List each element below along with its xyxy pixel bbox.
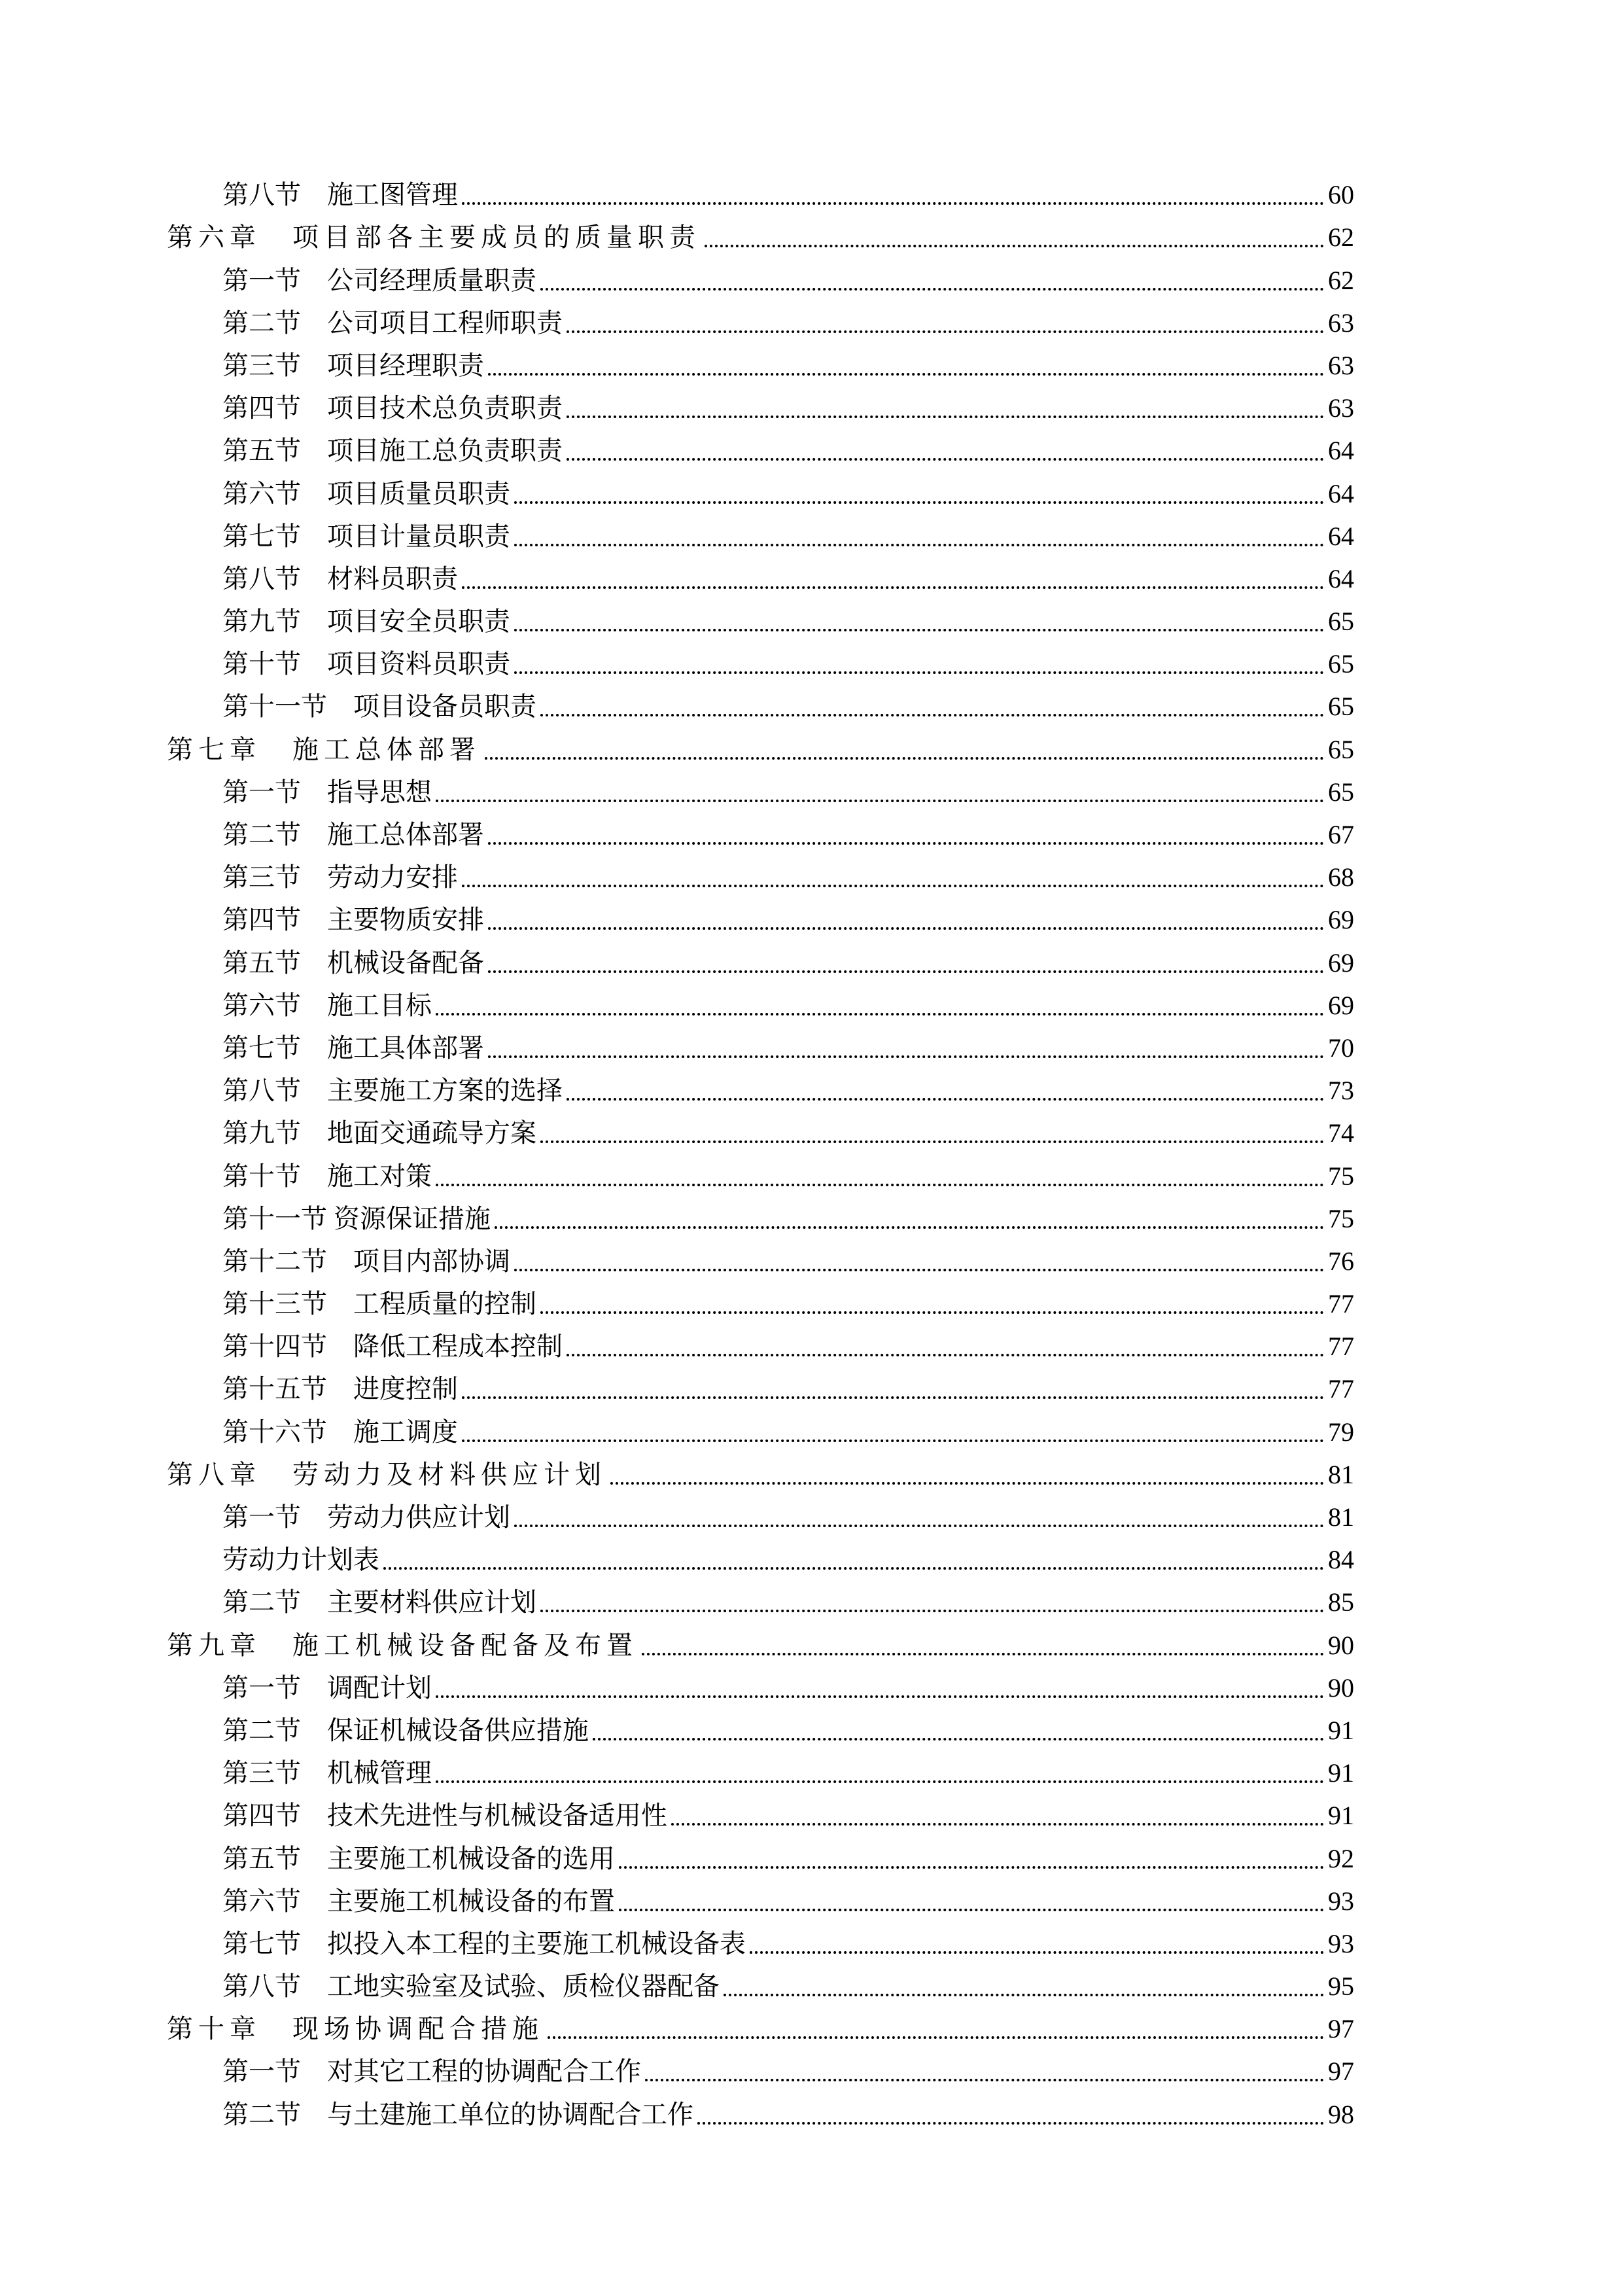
toc-entry-title: 第八节 工地实验室及试验、质检仪器配备 <box>222 1971 720 2002</box>
toc-page-number: 74 <box>1328 1118 1354 1148</box>
toc-page-number: 91 <box>1328 1715 1354 1745</box>
dot-leader <box>642 1653 1324 1655</box>
toc-chapter-entry[interactable] <box>167 1449 1354 1491</box>
dot-leader <box>540 1311 1324 1314</box>
toc-entry-title: 第三节 劳动力安排 <box>222 862 458 892</box>
dot-leader <box>462 1396 1324 1399</box>
dot-leader <box>436 800 1324 802</box>
dot-leader <box>514 1525 1324 1527</box>
toc-section-entry[interactable] <box>167 1918 1354 1960</box>
toc-entry-title: 第二节 公司项目工程师职责 <box>222 308 563 338</box>
dot-leader <box>488 842 1324 845</box>
toc-section-entry[interactable] <box>167 425 1354 467</box>
toc-entry-title: 第二节 主要材料供应计划 <box>222 1587 536 1617</box>
toc-section-entry[interactable] <box>167 1107 1354 1150</box>
toc-page-number: 62 <box>1328 222 1354 253</box>
toc-section-entry[interactable] <box>167 510 1354 553</box>
toc-page-number: 77 <box>1328 1289 1354 1319</box>
toc-entry-title: 第五节 项目施工总负责职责 <box>222 436 563 466</box>
toc-chapter-entry[interactable] <box>167 1619 1354 1661</box>
toc-section-entry[interactable] <box>167 1576 1354 1619</box>
toc-section-entry[interactable] <box>167 1065 1354 1107</box>
dot-leader <box>436 1695 1324 1698</box>
toc-entry-title: 第五节 机械设备配备 <box>222 947 484 978</box>
toc-entry-title: 第一节 指导思想 <box>222 777 432 807</box>
dot-leader <box>488 1055 1324 1058</box>
toc-entry-title: 第十六节 施工调度 <box>222 1417 458 1447</box>
toc-entry-title: 第一节 调配计划 <box>222 1672 432 1703</box>
dot-leader <box>514 544 1324 546</box>
toc-page-number: 93 <box>1328 1928 1354 1958</box>
toc-page-number: 98 <box>1328 2099 1354 2129</box>
toc-section-entry[interactable] <box>167 1960 1354 2003</box>
toc-section-entry[interactable] <box>167 1832 1354 1875</box>
toc-entry-title: 第十章 现场协调配合措施 <box>167 2014 544 2044</box>
toc-page-number: 79 <box>1328 1417 1354 1447</box>
toc-entry-title: 第八节 材料员职责 <box>222 563 458 593</box>
dot-leader <box>540 1610 1324 1612</box>
toc-section-entry[interactable] <box>167 2045 1354 2088</box>
toc-page-number: 73 <box>1328 1076 1354 1106</box>
toc-entry-title: 第六章 项目部各主要成员的质量职责 <box>167 222 701 253</box>
dot-leader <box>436 1780 1324 1783</box>
toc-page-number: 95 <box>1328 1971 1354 2002</box>
toc-section-entry[interactable] <box>167 766 1354 809</box>
toc-section-entry[interactable] <box>167 1405 1354 1448</box>
dot-leader <box>540 288 1324 291</box>
toc-entry-title: 第六节 主要施工机械设备的布置 <box>222 1886 615 1916</box>
dot-leader <box>671 1823 1324 1826</box>
toc-page-number: 77 <box>1328 1374 1354 1404</box>
toc-page-number: 93 <box>1328 1886 1354 1916</box>
toc-page-number: 85 <box>1328 1587 1354 1617</box>
toc-section-entry[interactable] <box>167 1662 1354 1704</box>
toc-entry-title: 劳动力计划表 <box>222 1545 379 1575</box>
toc-entry-title: 第九节 地面交通疏导方案 <box>222 1118 536 1148</box>
toc-section-entry[interactable] <box>167 467 1354 510</box>
toc-section-entry[interactable] <box>167 1235 1354 1278</box>
toc-page-number: 77 <box>1328 1332 1354 1362</box>
toc-section-entry[interactable] <box>167 1747 1354 1790</box>
toc-entry-title: 第十五节 进度控制 <box>222 1374 458 1404</box>
toc-page-number: 75 <box>1328 1161 1354 1191</box>
toc-chapter-entry[interactable] <box>167 2003 1354 2045</box>
dot-leader <box>750 1951 1324 1954</box>
dot-leader <box>495 1226 1324 1229</box>
toc-section-entry[interactable] <box>167 1704 1354 1747</box>
dot-leader <box>567 1354 1324 1356</box>
toc-entry-title: 第一节 对其它工程的协调配合工作 <box>222 2057 641 2087</box>
toc-page-number: 65 <box>1328 777 1354 807</box>
toc-page-number: 64 <box>1328 521 1354 551</box>
dot-leader <box>724 1994 1324 1996</box>
toc-entry-title: 第七章 施工总体部署 <box>167 734 481 764</box>
toc-page-number: 67 <box>1328 820 1354 849</box>
toc-entry-title: 第十四节 降低工程成本控制 <box>222 1332 563 1362</box>
toc-page-number: 64 <box>1328 563 1354 593</box>
dot-leader <box>514 629 1324 631</box>
toc-page-number: 64 <box>1328 436 1354 466</box>
toc-section-entry[interactable] <box>167 1534 1354 1576</box>
toc-chapter-entry[interactable] <box>167 211 1354 254</box>
toc-section-entry[interactable] <box>167 1491 1354 1534</box>
toc-entry-title: 第九节 项目安全员职责 <box>222 607 510 637</box>
toc-page-number: 81 <box>1328 1502 1354 1532</box>
dot-leader <box>548 2036 1324 2039</box>
toc-entry-title: 第二节 保证机械设备供应措施 <box>222 1715 589 1745</box>
dot-leader <box>540 714 1324 716</box>
toc-entry-title: 第三节 项目经理职责 <box>222 350 484 380</box>
toc-page-number: 69 <box>1328 905 1354 935</box>
dot-leader <box>619 1866 1324 1869</box>
dot-leader <box>619 1909 1324 1911</box>
toc-section-entry[interactable] <box>167 340 1354 382</box>
toc-entry-title: 第六节 施工目标 <box>222 990 432 1020</box>
dot-leader <box>436 1013 1324 1016</box>
toc-entry-title: 第四节 技术先进性与机械设备适用性 <box>222 1801 667 1831</box>
toc-entry-title: 第十二节 项目内部协调 <box>222 1246 510 1276</box>
dot-leader <box>462 1439 1324 1442</box>
toc-page-number: 91 <box>1328 1758 1354 1788</box>
dot-leader <box>567 330 1324 333</box>
toc-section-entry[interactable] <box>167 936 1354 979</box>
table-of-contents <box>167 169 1354 2131</box>
toc-page-number: 90 <box>1328 1672 1354 1703</box>
toc-page-number: 81 <box>1328 1459 1354 1489</box>
toc-section-entry[interactable] <box>167 169 1354 211</box>
dot-leader <box>610 1482 1324 1485</box>
toc-entry-title: 第一节 公司经理质量职责 <box>222 265 536 295</box>
toc-section-entry[interactable] <box>167 638 1354 680</box>
dot-leader <box>645 2079 1324 2081</box>
toc-page-number: 70 <box>1328 1033 1354 1063</box>
toc-entry-title: 第十节 施工对策 <box>222 1161 432 1191</box>
toc-entry-title: 第七节 拟投入本工程的主要施工机械设备表 <box>222 1928 746 1958</box>
toc-page-number: 62 <box>1328 265 1354 295</box>
toc-page-number: 76 <box>1328 1246 1354 1276</box>
dot-leader <box>462 202 1324 205</box>
toc-page-number: 68 <box>1328 862 1354 892</box>
toc-entry-title: 第四节 项目技术总负责职责 <box>222 393 563 423</box>
toc-section-entry[interactable] <box>167 553 1354 595</box>
toc-entry-title: 第十一节 资源保证措施 <box>222 1203 491 1233</box>
toc-section-entry[interactable] <box>167 809 1354 851</box>
toc-section-entry[interactable] <box>167 1278 1354 1320</box>
toc-section-entry[interactable] <box>167 297 1354 340</box>
toc-entry-title: 第九章 施工机械设备配备及布置 <box>167 1630 638 1660</box>
toc-entry-title: 第七节 项目计量员职责 <box>222 521 510 551</box>
dot-leader <box>540 1140 1324 1143</box>
toc-section-entry[interactable] <box>167 1363 1354 1405</box>
dot-leader <box>514 501 1324 504</box>
dot-leader <box>485 757 1324 760</box>
toc-page-number: 65 <box>1328 649 1354 679</box>
toc-entry-title: 第八节 施工图管理 <box>222 180 458 210</box>
dot-leader <box>514 1269 1324 1271</box>
toc-section-entry[interactable] <box>167 1193 1354 1235</box>
toc-entry-title: 第三节 机械管理 <box>222 1758 432 1788</box>
toc-section-entry[interactable] <box>167 382 1354 425</box>
toc-entry-title: 第十三节 工程质量的控制 <box>222 1289 536 1319</box>
toc-section-entry[interactable] <box>167 254 1354 296</box>
dot-leader <box>462 885 1324 887</box>
toc-page-number: 65 <box>1328 692 1354 722</box>
toc-page-number: 75 <box>1328 1203 1354 1233</box>
toc-chapter-entry[interactable] <box>167 723 1354 766</box>
toc-entry-title: 第八节 主要施工方案的选择 <box>222 1076 563 1106</box>
toc-page-number: 63 <box>1328 393 1354 423</box>
toc-section-entry[interactable] <box>167 680 1354 723</box>
dot-leader <box>462 586 1324 589</box>
dot-leader <box>488 373 1324 376</box>
toc-page-number: 97 <box>1328 2057 1354 2087</box>
toc-page-number: 65 <box>1328 734 1354 764</box>
toc-entry-title: 第十节 项目资料员职责 <box>222 649 510 679</box>
toc-entry-title: 第七节 施工具体部署 <box>222 1033 484 1063</box>
toc-entry-title: 第十一节 项目设备员职责 <box>222 692 536 722</box>
toc-entry-title: 第六节 项目质量员职责 <box>222 478 510 508</box>
toc-section-entry[interactable] <box>167 1022 1354 1065</box>
dot-leader <box>436 1184 1324 1186</box>
toc-page-number: 63 <box>1328 308 1354 338</box>
toc-section-entry[interactable] <box>167 980 1354 1022</box>
toc-section-entry[interactable] <box>167 1150 1354 1192</box>
toc-entry-title: 第一节 劳动力供应计划 <box>222 1502 510 1532</box>
toc-section-entry[interactable] <box>167 894 1354 936</box>
toc-page-number: 65 <box>1328 607 1354 637</box>
toc-page-number: 84 <box>1328 1545 1354 1575</box>
dot-leader <box>567 458 1324 461</box>
toc-entry-title: 第二节 施工总体部署 <box>222 820 484 849</box>
dot-leader <box>514 671 1324 674</box>
toc-section-entry[interactable] <box>167 851 1354 894</box>
toc-page-number: 63 <box>1328 350 1354 380</box>
toc-entry-title: 第八章 劳动力及材料供应计划 <box>167 1459 606 1489</box>
dot-leader <box>697 2122 1324 2125</box>
toc-page-number: 91 <box>1328 1801 1354 1831</box>
dot-leader <box>567 1098 1324 1101</box>
dot-leader <box>488 927 1324 930</box>
dot-leader <box>383 1567 1324 1570</box>
toc-section-entry[interactable] <box>167 1875 1354 1918</box>
dot-leader <box>593 1738 1324 1740</box>
toc-entry-title: 第四节 主要物质安排 <box>222 905 484 935</box>
toc-section-entry[interactable] <box>167 2088 1354 2130</box>
toc-page-number: 60 <box>1328 180 1354 210</box>
dot-leader <box>488 970 1324 973</box>
dot-leader <box>705 245 1324 247</box>
toc-page-number: 92 <box>1328 1843 1354 1873</box>
dot-leader <box>567 415 1324 418</box>
toc-section-entry[interactable] <box>167 1790 1354 1832</box>
toc-page-number: 97 <box>1328 2014 1354 2044</box>
toc-entry-title: 第二节 与土建施工单位的协调配合工作 <box>222 2099 693 2129</box>
toc-page-number: 69 <box>1328 990 1354 1020</box>
toc-page-number: 90 <box>1328 1630 1354 1660</box>
toc-entry-title: 第五节 主要施工机械设备的选用 <box>222 1843 615 1873</box>
toc-section-entry[interactable] <box>167 1320 1354 1363</box>
toc-page-number: 64 <box>1328 478 1354 508</box>
toc-page-number: 69 <box>1328 947 1354 978</box>
toc-section-entry[interactable] <box>167 595 1354 638</box>
